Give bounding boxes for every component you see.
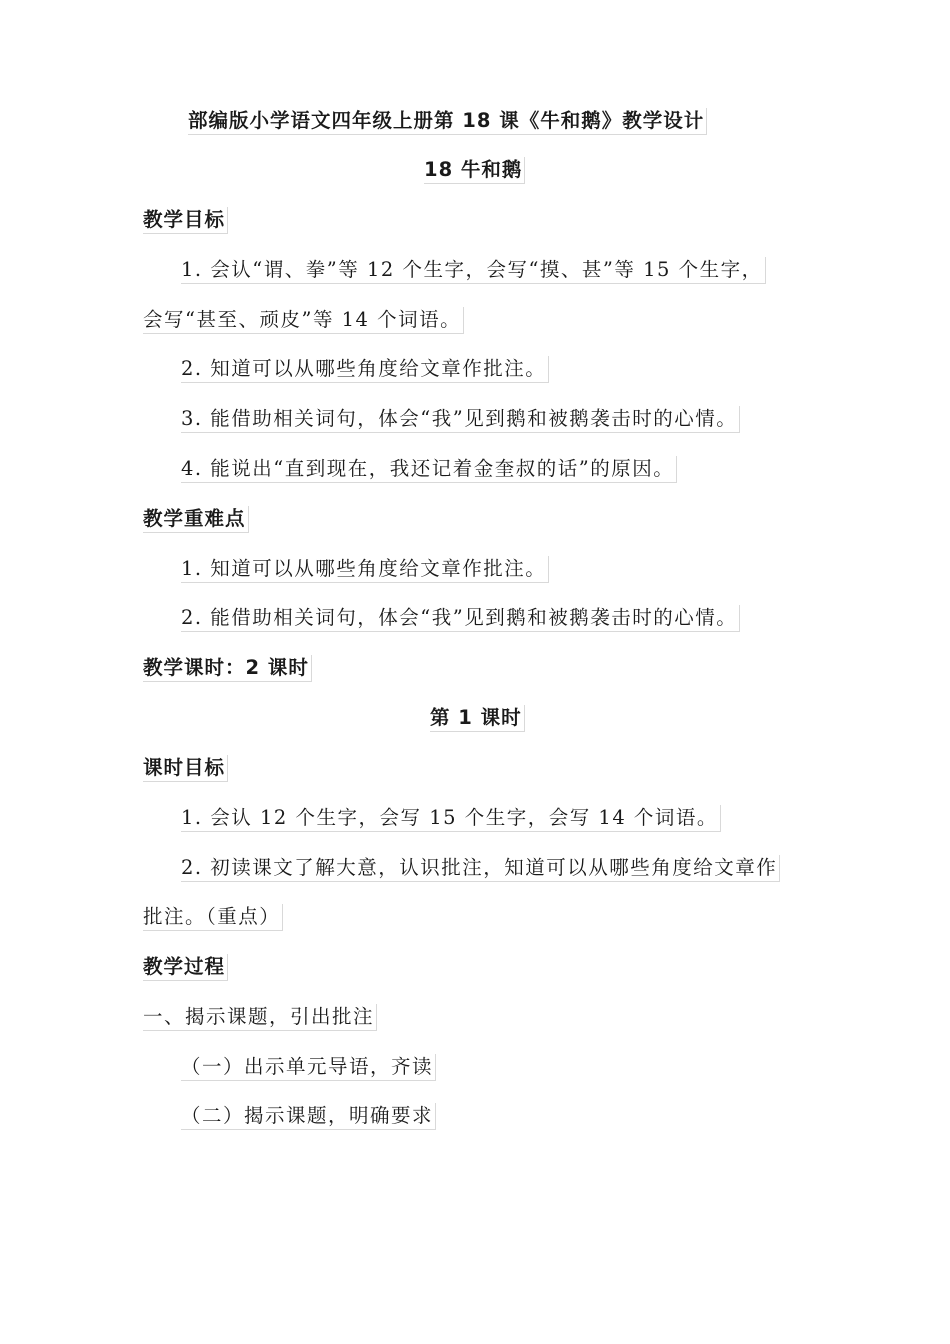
objective-line-4: 4. 能说出“直到现在，我还记着金奎叔的话”的原因。	[181, 456, 677, 483]
process-substep-2: （二）揭示课题，明确要求	[181, 1103, 436, 1130]
key-point-line-1: 1. 知道可以从哪些角度给文章作批注。	[181, 556, 549, 583]
objective-line-2: 2. 知道可以从哪些角度给文章作批注。	[181, 356, 549, 383]
document-title: 部编版小学语文四年级上册第 18 课《牛和鹅》教学设计	[188, 108, 707, 135]
objective-line-3: 3. 能借助相关词句，体会“我”见到鹅和被鹅袭击时的心情。	[181, 406, 740, 433]
period-objective-line-2: 2. 初读课文了解大意，认识批注，知道可以从哪些角度给文章作	[181, 855, 780, 882]
key-point-line-2: 2. 能借助相关词句，体会“我”见到鹅和被鹅袭击时的心情。	[181, 605, 740, 632]
key-points-heading: 教学重难点	[143, 506, 249, 533]
objective-line-1-cont: 会写“甚至、顽皮”等 14 个词语。	[143, 307, 464, 334]
process-substep-1: （一）出示单元导语，齐读	[181, 1054, 436, 1081]
period-objective-line-1: 1. 会认 12 个生字，会写 15 个生字，会写 14 个词语。	[181, 805, 721, 832]
period-objectives-heading: 课时目标	[143, 755, 228, 782]
periods-line: 教学课时：2 课时	[143, 655, 312, 682]
period-objective-line-2-cont: 批注。（重点）	[143, 904, 283, 931]
objectives-heading: 教学目标	[143, 207, 228, 234]
objective-line-1: 1. 会认“谓、拳”等 12 个生字，会写“摸、甚”等 15 个生字，	[181, 257, 766, 284]
process-step-1: 一、揭示课题，引出批注	[143, 1004, 377, 1031]
lesson-heading: 18 牛和鹅	[424, 157, 525, 184]
process-heading: 教学过程	[143, 954, 228, 981]
period-1-heading: 第 1 课时	[430, 705, 525, 732]
